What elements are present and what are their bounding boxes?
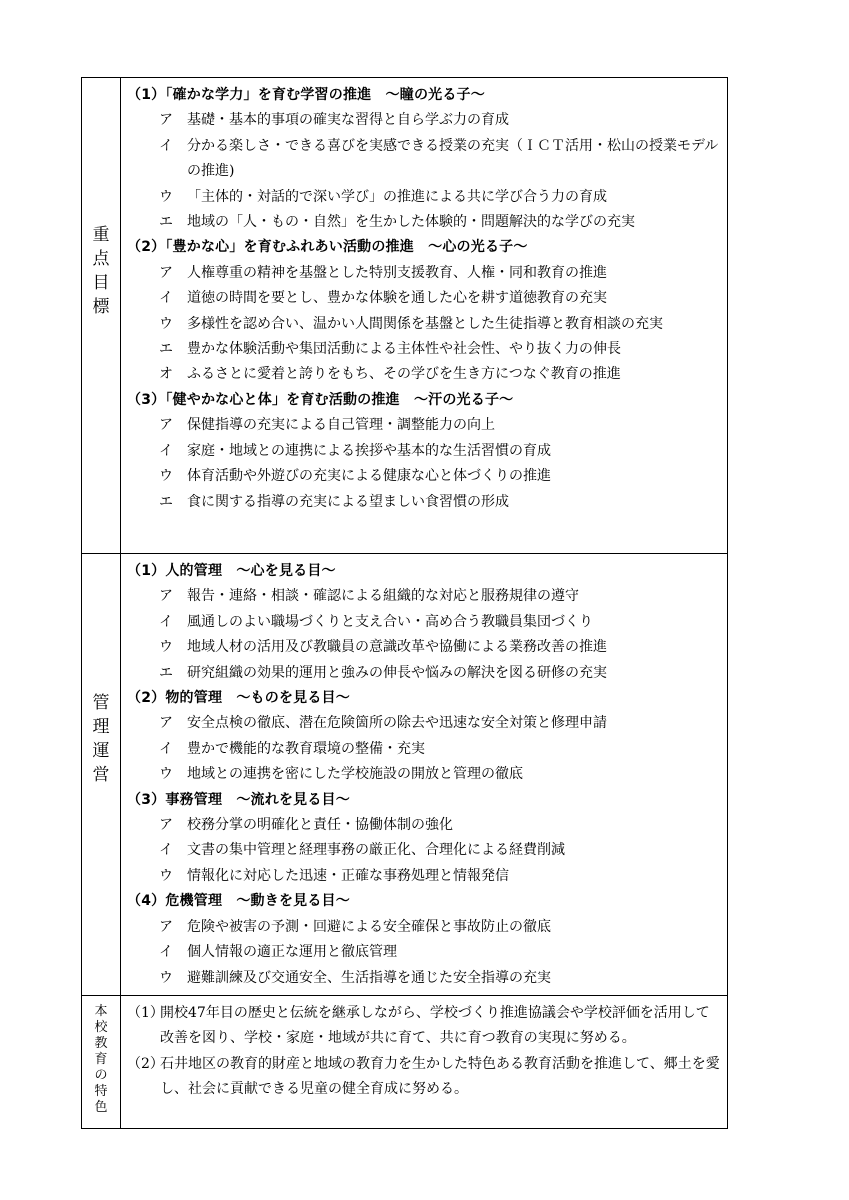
item-text: 家庭・地域との連携による挨拶や基本的な生活習慣の育成 (187, 442, 551, 459)
item-marker: ウ (159, 639, 173, 656)
group-heading: （2）物的管理 ～ものを見る目～ (127, 690, 350, 707)
section-row-goals (82, 78, 728, 554)
item-marker: ア (159, 918, 173, 935)
label-char: 標 (92, 296, 110, 317)
item-marker: ウ (159, 867, 173, 884)
item-marker: ウ (159, 468, 173, 485)
item-marker: イ (159, 613, 173, 630)
list-item (127, 134, 723, 185)
list-item (127, 966, 723, 991)
item-text: 基礎・基本的事項の確実な習得と自ら学ぶ力の育成 (187, 112, 509, 129)
label-char: 理 (92, 717, 110, 737)
item-marker: イ (159, 740, 173, 757)
item-text: 地域人材の活用及び教職員の意識改革や協働による業務改善の推進 (187, 639, 607, 656)
list-item (127, 915, 723, 940)
item-text: 保健指導の充実による自己管理・調整能力の向上 (187, 417, 495, 434)
item-text: 体育活動や外遊びの充実による健康な心と体づくりの推進 (187, 468, 551, 485)
item-text: 個人情報の適正な運用と徹底管理 (187, 944, 397, 961)
item-text: 文書の集中管理と経理事務の厳正化、合理化による経費削減 (187, 842, 565, 859)
label-char: 点 (92, 248, 110, 269)
section-row-management (82, 554, 728, 996)
item-text: 石井地区の教育的財産と地域の教育力を生かした特色ある教育活動を推進して、郷土を愛し、社会に貢献できる児童の健全育成に努める。 (160, 1055, 720, 1098)
item-text: 「主体的・対話的で深い学び」の推進による共に学び合う力の育成 (187, 188, 607, 205)
item-marker: エ (159, 341, 173, 358)
label-char: 色 (94, 1099, 108, 1115)
item-text: 道徳の時間を要とし、豊かな体験を通した心を耕す道徳教育の充実 (187, 290, 607, 307)
item-marker: エ (159, 493, 173, 510)
section-label-cell (82, 78, 121, 554)
list-item (127, 813, 723, 838)
label-char: の (94, 1067, 108, 1083)
item-marker: ア (159, 264, 173, 281)
item-text: 避難訓練及び交通安全、生活指導を通じた安全指導の充実 (187, 969, 551, 986)
item-text: 人権尊重の精神を基盤とした特別支援教育、人権・同和教育の推進 (187, 264, 607, 281)
label-char: 特 (94, 1083, 108, 1099)
section-content-management (121, 554, 728, 996)
list-item (127, 584, 723, 609)
item-text: 分かる楽しさ・できる喜びを実感できる授業の充実（ＩＣＴ活用・松山の授業モデルの推進) (187, 137, 719, 180)
label-char: 目 (92, 272, 110, 293)
item-text: 危険や被害の予測・回避による安全確保と事故防止の徹底 (187, 918, 551, 935)
item-text: 研究組織の効果的運用と強みの伸長や悩みの解決を図る研修の充実 (187, 664, 607, 681)
list-item (127, 635, 723, 660)
list-item (127, 661, 723, 686)
list-item (127, 108, 723, 133)
list-item (127, 464, 723, 489)
item-marker: ア (159, 715, 173, 732)
item-text: 情報化に対応した迅速・正確な事務処理と情報発信 (187, 867, 509, 884)
list-item (127, 737, 723, 762)
list-item (127, 838, 723, 863)
item-text: 風通しのよい職場づくりと支え合い・高め合う教職員集団づくり (187, 613, 593, 630)
item-text: 地域との連携を密にした学校施設の開放と管理の徹底 (187, 766, 523, 783)
list-item (127, 1001, 723, 1052)
list-item (127, 413, 723, 438)
section-label-goals (82, 78, 120, 463)
label-char: 育 (94, 1051, 108, 1067)
list-item (127, 610, 723, 635)
section-row-features (82, 995, 728, 1128)
label-char: 校 (94, 1019, 108, 1035)
section-label-cell (82, 995, 121, 1128)
label-char: 教 (94, 1035, 108, 1051)
item-marker: イ (159, 944, 173, 961)
item-text: 安全点検の徹底、潜在危険箇所の除去や迅速な安全対策と修理申請 (187, 715, 607, 732)
label-char: 管 (92, 693, 110, 713)
list-item (127, 286, 723, 311)
label-char: 本 (94, 1003, 108, 1019)
item-marker: ア (159, 817, 173, 834)
group-heading: （3）事務管理 ～流れを見る目～ (127, 791, 350, 808)
label-char: 運 (92, 741, 110, 761)
item-marker: ウ (159, 969, 173, 986)
item-marker: イ (159, 290, 173, 307)
item-text: 地域の「人・もの・自然」を生かした体験的・問題解決的な学びの充実 (187, 214, 635, 231)
list-item (127, 940, 723, 965)
list-item (127, 439, 723, 464)
label-char: 営 (92, 765, 110, 785)
list-item (127, 261, 723, 286)
item-marker: ア (159, 417, 173, 434)
item-marker: エ (159, 214, 173, 231)
item-marker: イ (159, 842, 173, 859)
item-marker: ア (159, 112, 173, 129)
item-text: 食に関する指導の充実による望ましい食習慣の形成 (187, 493, 509, 510)
item-text: 開校47年目の歴史と伝統を継承しながら、学校づくり推進協議会や学校評価を活用して改善を図り、学校・家庭・地域が共に育て、共に育つ教育の実現に努める。 (160, 1004, 710, 1047)
list-item (127, 864, 723, 889)
group-heading: （1）人的管理 ～心を見る目～ (127, 563, 336, 579)
section-label-features (82, 996, 120, 1124)
section-content-goals (121, 78, 728, 554)
item-marker: オ (159, 366, 173, 383)
school-plan-table (81, 77, 728, 1129)
item-text: 報告・連絡・相談・確認による組織的な対応と服務規律の遵守 (187, 588, 579, 605)
group-heading: （1）「確かな学力」を育む学習の推進 ～瞳の光る子～ (127, 87, 485, 103)
section-label-management (82, 554, 120, 924)
item-marker: （1） (127, 1004, 164, 1021)
list-item (127, 1052, 723, 1103)
item-marker: ウ (159, 188, 173, 205)
item-marker: （2） (127, 1055, 164, 1072)
item-text: 豊かな体験活動や集団活動による主体性や社会性、やり抜く力の伸長 (187, 341, 621, 358)
list-item (127, 337, 723, 362)
group-heading: （4）危機管理 ～動きを見る目～ (127, 893, 350, 910)
item-marker: イ (159, 137, 173, 154)
item-marker: ウ (159, 315, 173, 332)
list-item (127, 490, 723, 515)
label-char: 重 (92, 224, 110, 245)
item-text: 多様性を認め合い、温かい人間関係を基盤とした生徒指導と教育相談の充実 (187, 315, 663, 332)
section-content-features (121, 995, 728, 1128)
item-text: 校務分掌の明確化と責任・協働体制の強化 (187, 817, 453, 834)
list-item (127, 210, 723, 235)
item-text: 豊かで機能的な教育環境の整備・充実 (187, 740, 425, 757)
group-heading: （3）「健やかな心と体」を育む活動の推進 ～汗の光る子～ (127, 391, 514, 408)
section-label-cell (82, 554, 121, 996)
item-marker: ア (159, 588, 173, 605)
item-marker: エ (159, 664, 173, 681)
item-marker: イ (159, 442, 173, 459)
item-text: ふるさとに愛着と誇りをもち、その学びを生き方につなぐ教育の推進 (187, 366, 621, 383)
list-item (127, 312, 723, 337)
list-item (127, 362, 723, 387)
item-marker: ウ (159, 766, 173, 783)
list-item (127, 711, 723, 736)
list-item (127, 185, 723, 210)
group-heading: （2）「豊かな心」を育むふれあい活動の推進 ～心の光る子～ (127, 239, 528, 256)
list-item (127, 762, 723, 787)
